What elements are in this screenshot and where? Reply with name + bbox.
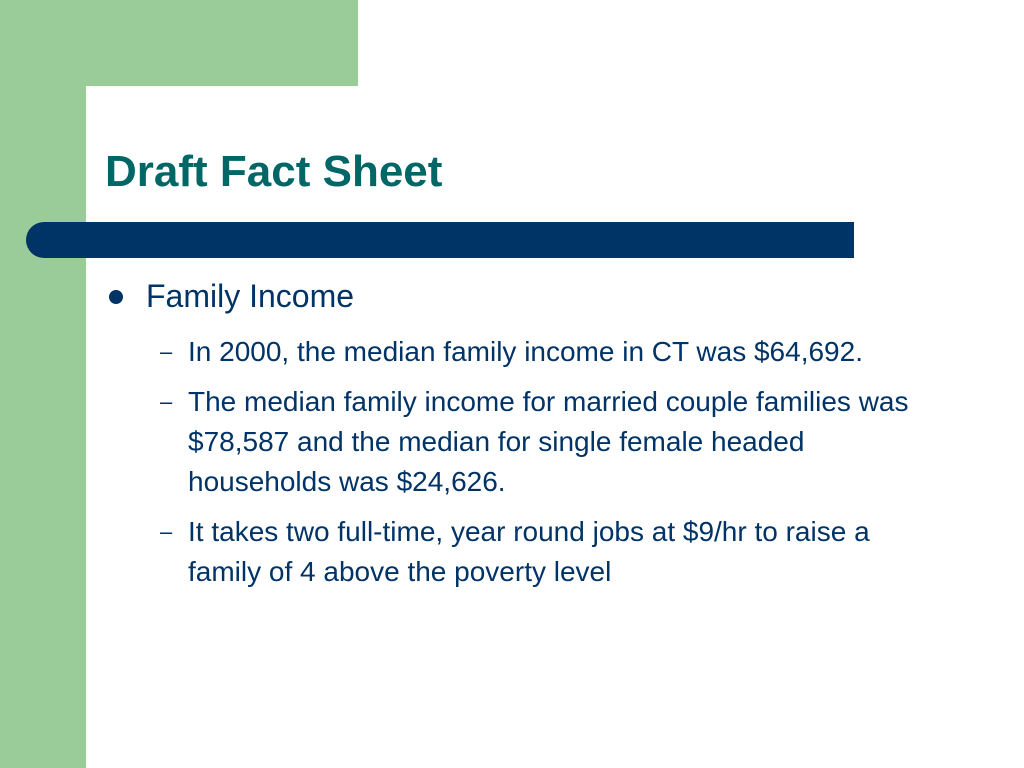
bullet-dot-icon (109, 290, 123, 304)
sub-bullet-median-income (105, 332, 925, 372)
sub-bullet-married-vs-single (105, 382, 925, 502)
sub-bullet-text: It takes two full-time, year round jobs at $9/hr to raise a family of 4 above the poverty level (188, 516, 870, 587)
green-accent-top (0, 0, 358, 86)
slide-title: Draft Fact Sheet (105, 147, 443, 196)
bullet-list (105, 274, 925, 602)
sub-bullet-text: The median family income for married couple families was $78,587 and the median for single female headed households was $24,626. (188, 386, 909, 497)
dash-bullet-icon: – (160, 389, 173, 414)
title-underline-bar (26, 222, 854, 258)
bullet-family-income (105, 274, 925, 318)
bullet-label: Family Income (146, 278, 355, 314)
green-accent-left (0, 0, 86, 768)
sub-bullet-two-jobs (105, 512, 925, 592)
sub-bullet-text: In 2000, the median family income in CT was $64,692. (188, 336, 863, 367)
sub-bullet-list (105, 332, 925, 592)
dash-bullet-icon: – (160, 519, 173, 544)
dash-bullet-icon: – (160, 339, 173, 364)
